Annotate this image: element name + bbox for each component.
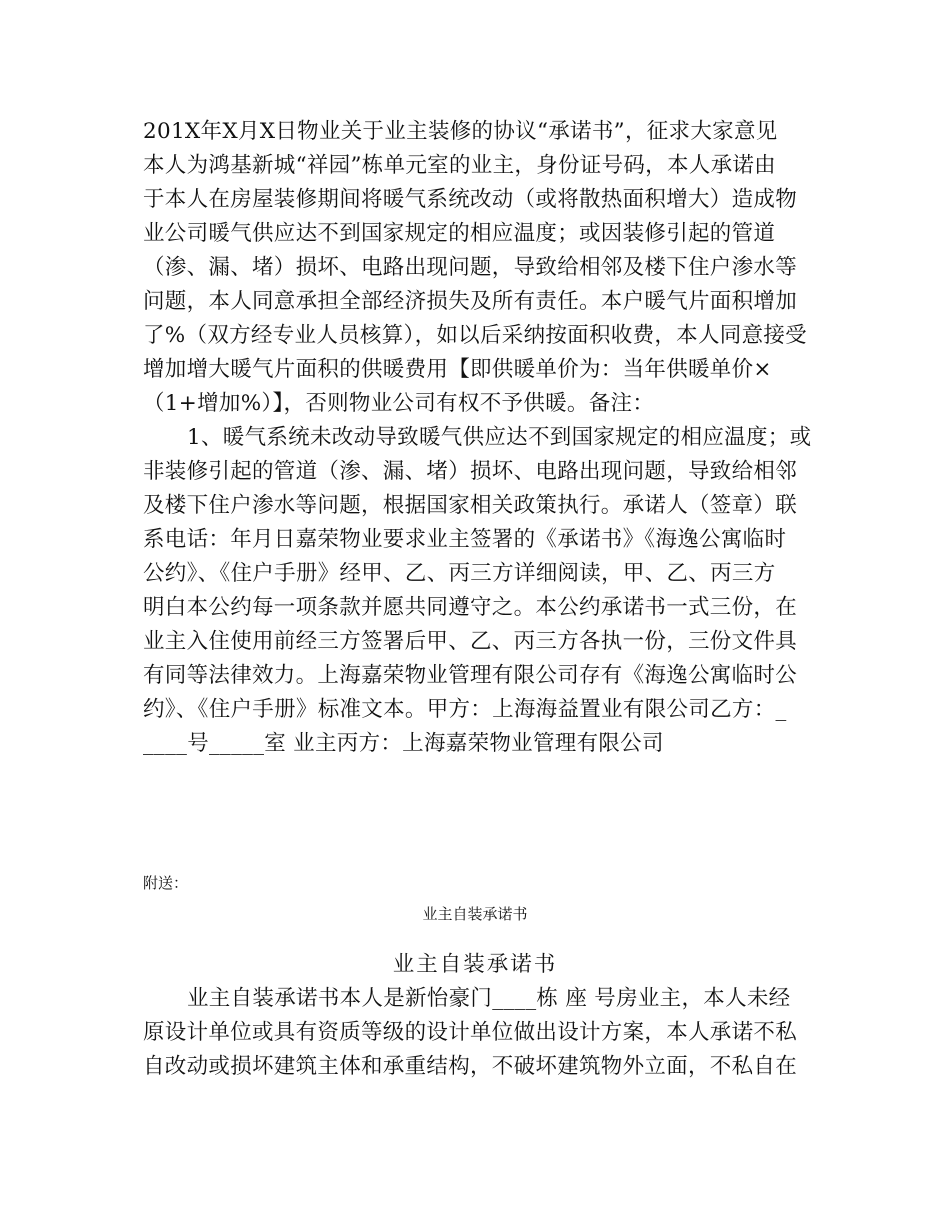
paragraph-line: 本人为鸿基新城“祥园”栋单元室的业主，身份证号码，本人承诺由 xyxy=(143,153,776,178)
paragraph-line: （1+增加%）】，否则物业公司有权不予供暖。备注： xyxy=(143,391,655,416)
paragraph-line: 系电话：年月日嘉荣物业要求业主签署的《承诺书》《海逸公寓临时 xyxy=(143,527,787,552)
paragraph-line: 明白本公约每一项条款并愿共同遵守之。本公约承诺书一式三份，在 xyxy=(143,595,798,620)
paragraph-line: 增加增大暖气片面积的供暖费用【即供暖单价为：当年供暖单价× xyxy=(143,357,772,382)
paragraph-line: 了%（双方经专业人员核算），如以后采纳按面积收费，本人同意接受 xyxy=(143,323,807,348)
paragraph-line: 201X年X月X日物业关于业主装修的协议“承诺书”，征求大家意见 xyxy=(143,119,778,144)
paragraph-line: 原设计单位或具有资质等级的设计单位做出设计方案，本人承诺不私 xyxy=(143,1020,798,1045)
paragraph-line: 约》、《住户手册》标准文本。甲方：上海海益置业有限公司乙方：_ xyxy=(143,697,787,722)
attachment-small-title: 业主自装承诺书 xyxy=(422,905,528,923)
paragraph-line: 于本人在房屋装修期间将暖气系统改动（或将散热面积增大）造成物 xyxy=(143,187,798,212)
paragraph-line: 自改动或损坏建筑主体和承重结构，不破坏建筑物外立面，不私自在 xyxy=(143,1054,798,1079)
note-item-line: 1、暖气系统未改动导致暖气供应达不到国家规定的相应温度；或 xyxy=(187,425,812,450)
attachment-label: 附送： xyxy=(143,874,189,892)
paragraph-line: 公约》、《住户手册》经甲、乙、丙三方详细阅读，甲、乙、丙三方 xyxy=(143,561,776,586)
paragraph-line: 业主入住使用前经三方签署后甲、乙、丙三方各执一份，三份文件具 xyxy=(143,629,798,654)
paragraph-line: ____号_____室 业主丙方：上海嘉荣物业管理有限公司 xyxy=(143,731,664,756)
paragraph-line: 及楼下住户渗水等问题，根据国家相关政策执行。承诺人（签章）联 xyxy=(143,493,798,518)
paragraph-line: 业主自装承诺书本人是新怡豪门____栋 座 号房业主，本人未经 xyxy=(187,986,791,1011)
paragraph-line: 业公司暖气供应达不到国家规定的相应温度；或因装修引起的管道 xyxy=(143,221,776,246)
paragraph-line: （渗、漏、堵）损坏、电路出现问题，导致给相邻及楼下住户渗水等 xyxy=(143,255,798,280)
paragraph-line: 非装修引起的管道（渗、漏、堵）损坏、电路出现问题，导致给相邻 xyxy=(143,459,798,484)
paragraph-line: 问题，本人同意承担全部经济损失及所有责任。本户暖气片面积增加 xyxy=(143,289,798,314)
document-title: 业主自装承诺书 xyxy=(392,952,558,977)
paragraph-line: 有同等法律效力。上海嘉荣物业管理有限公司存有《海逸公寓临时公 xyxy=(143,663,798,688)
